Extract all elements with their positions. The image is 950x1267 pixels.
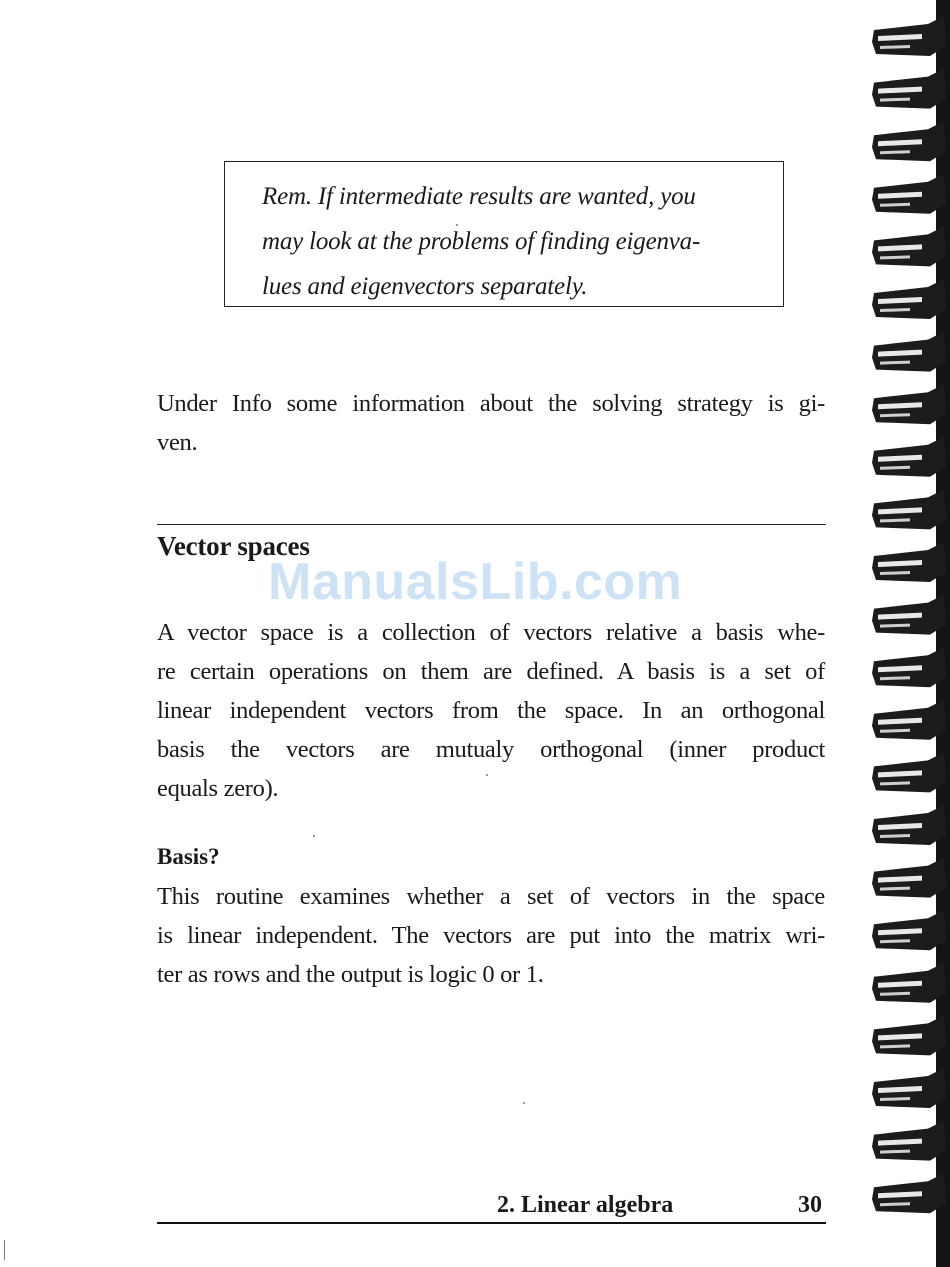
binding-coil (872, 1173, 946, 1213)
binding-coil (872, 700, 946, 740)
binding-coil (872, 595, 946, 635)
paragraph-line: is linear independent. The vectors are put into the matrix wri- (157, 922, 825, 949)
binding-coil (872, 121, 946, 161)
binding-coil (872, 1121, 946, 1161)
paragraph-line: re certain operations on them are defined. A basis is a set of (157, 658, 825, 685)
section-divider (157, 524, 826, 525)
scan-speck (523, 1102, 525, 1104)
intro-line: Under Info some information about the solving strategy is gi- (157, 390, 825, 417)
page-number: 30 (798, 1192, 822, 1218)
binding-coil (872, 69, 946, 109)
scan-speck (456, 224, 458, 226)
section-heading: Vector spaces (157, 531, 310, 561)
paragraph-line: linear independent vectors from the space. In an orthogonal (157, 697, 825, 724)
scan-speck (313, 835, 315, 837)
vector-spaces-paragraph (157, 613, 825, 808)
remark-text (262, 174, 753, 309)
remark-line: may look at the problems of finding eigenva- (262, 228, 701, 255)
binding-coil (872, 16, 946, 56)
binding-coil (872, 805, 946, 845)
footer-chapter-title: 2. Linear algebra (497, 1192, 674, 1218)
binding-coil (872, 174, 946, 214)
intro-line: ven. (157, 429, 198, 456)
binding-coil (872, 858, 946, 898)
binding-coil (872, 279, 946, 319)
binding-coil (872, 437, 946, 477)
binding-coil (872, 647, 946, 687)
binding-coil (872, 963, 946, 1003)
basis-heading: Basis? (157, 844, 220, 869)
watermark: ManualsLib.com (268, 553, 683, 611)
remark-line: Rem. If intermediate results are wanted, you (262, 183, 696, 210)
intro-paragraph (157, 384, 825, 462)
paragraph-line: basis the vectors are mutualy orthogonal (inner product (157, 736, 825, 763)
binding-coil (872, 542, 946, 582)
binding-coil (872, 489, 946, 529)
paragraph-line: ter as rows and the output is logic 0 or 1. (157, 961, 544, 988)
remark-box (224, 161, 784, 307)
basis-paragraph (157, 877, 825, 994)
binding-coil (872, 910, 946, 950)
scan-speck (4, 1240, 5, 1260)
spiral-binding-icon (866, 0, 950, 1267)
scan-speck (486, 774, 488, 776)
binding-coil (872, 226, 946, 266)
remark-line: lues and eigenvectors separately. (262, 273, 588, 300)
binding-coil (872, 1015, 946, 1055)
binding-coil (872, 384, 946, 424)
binding-coil (872, 752, 946, 792)
paragraph-line: equals zero). (157, 775, 279, 802)
binding-coil (872, 332, 946, 372)
binding-coil (872, 1068, 946, 1108)
footer-rule (157, 1222, 826, 1224)
paragraph-line: A vector space is a collection of vectors relative a basis whe- (157, 619, 825, 646)
paragraph-line: This routine examines whether a set of vectors in the space (157, 883, 825, 910)
